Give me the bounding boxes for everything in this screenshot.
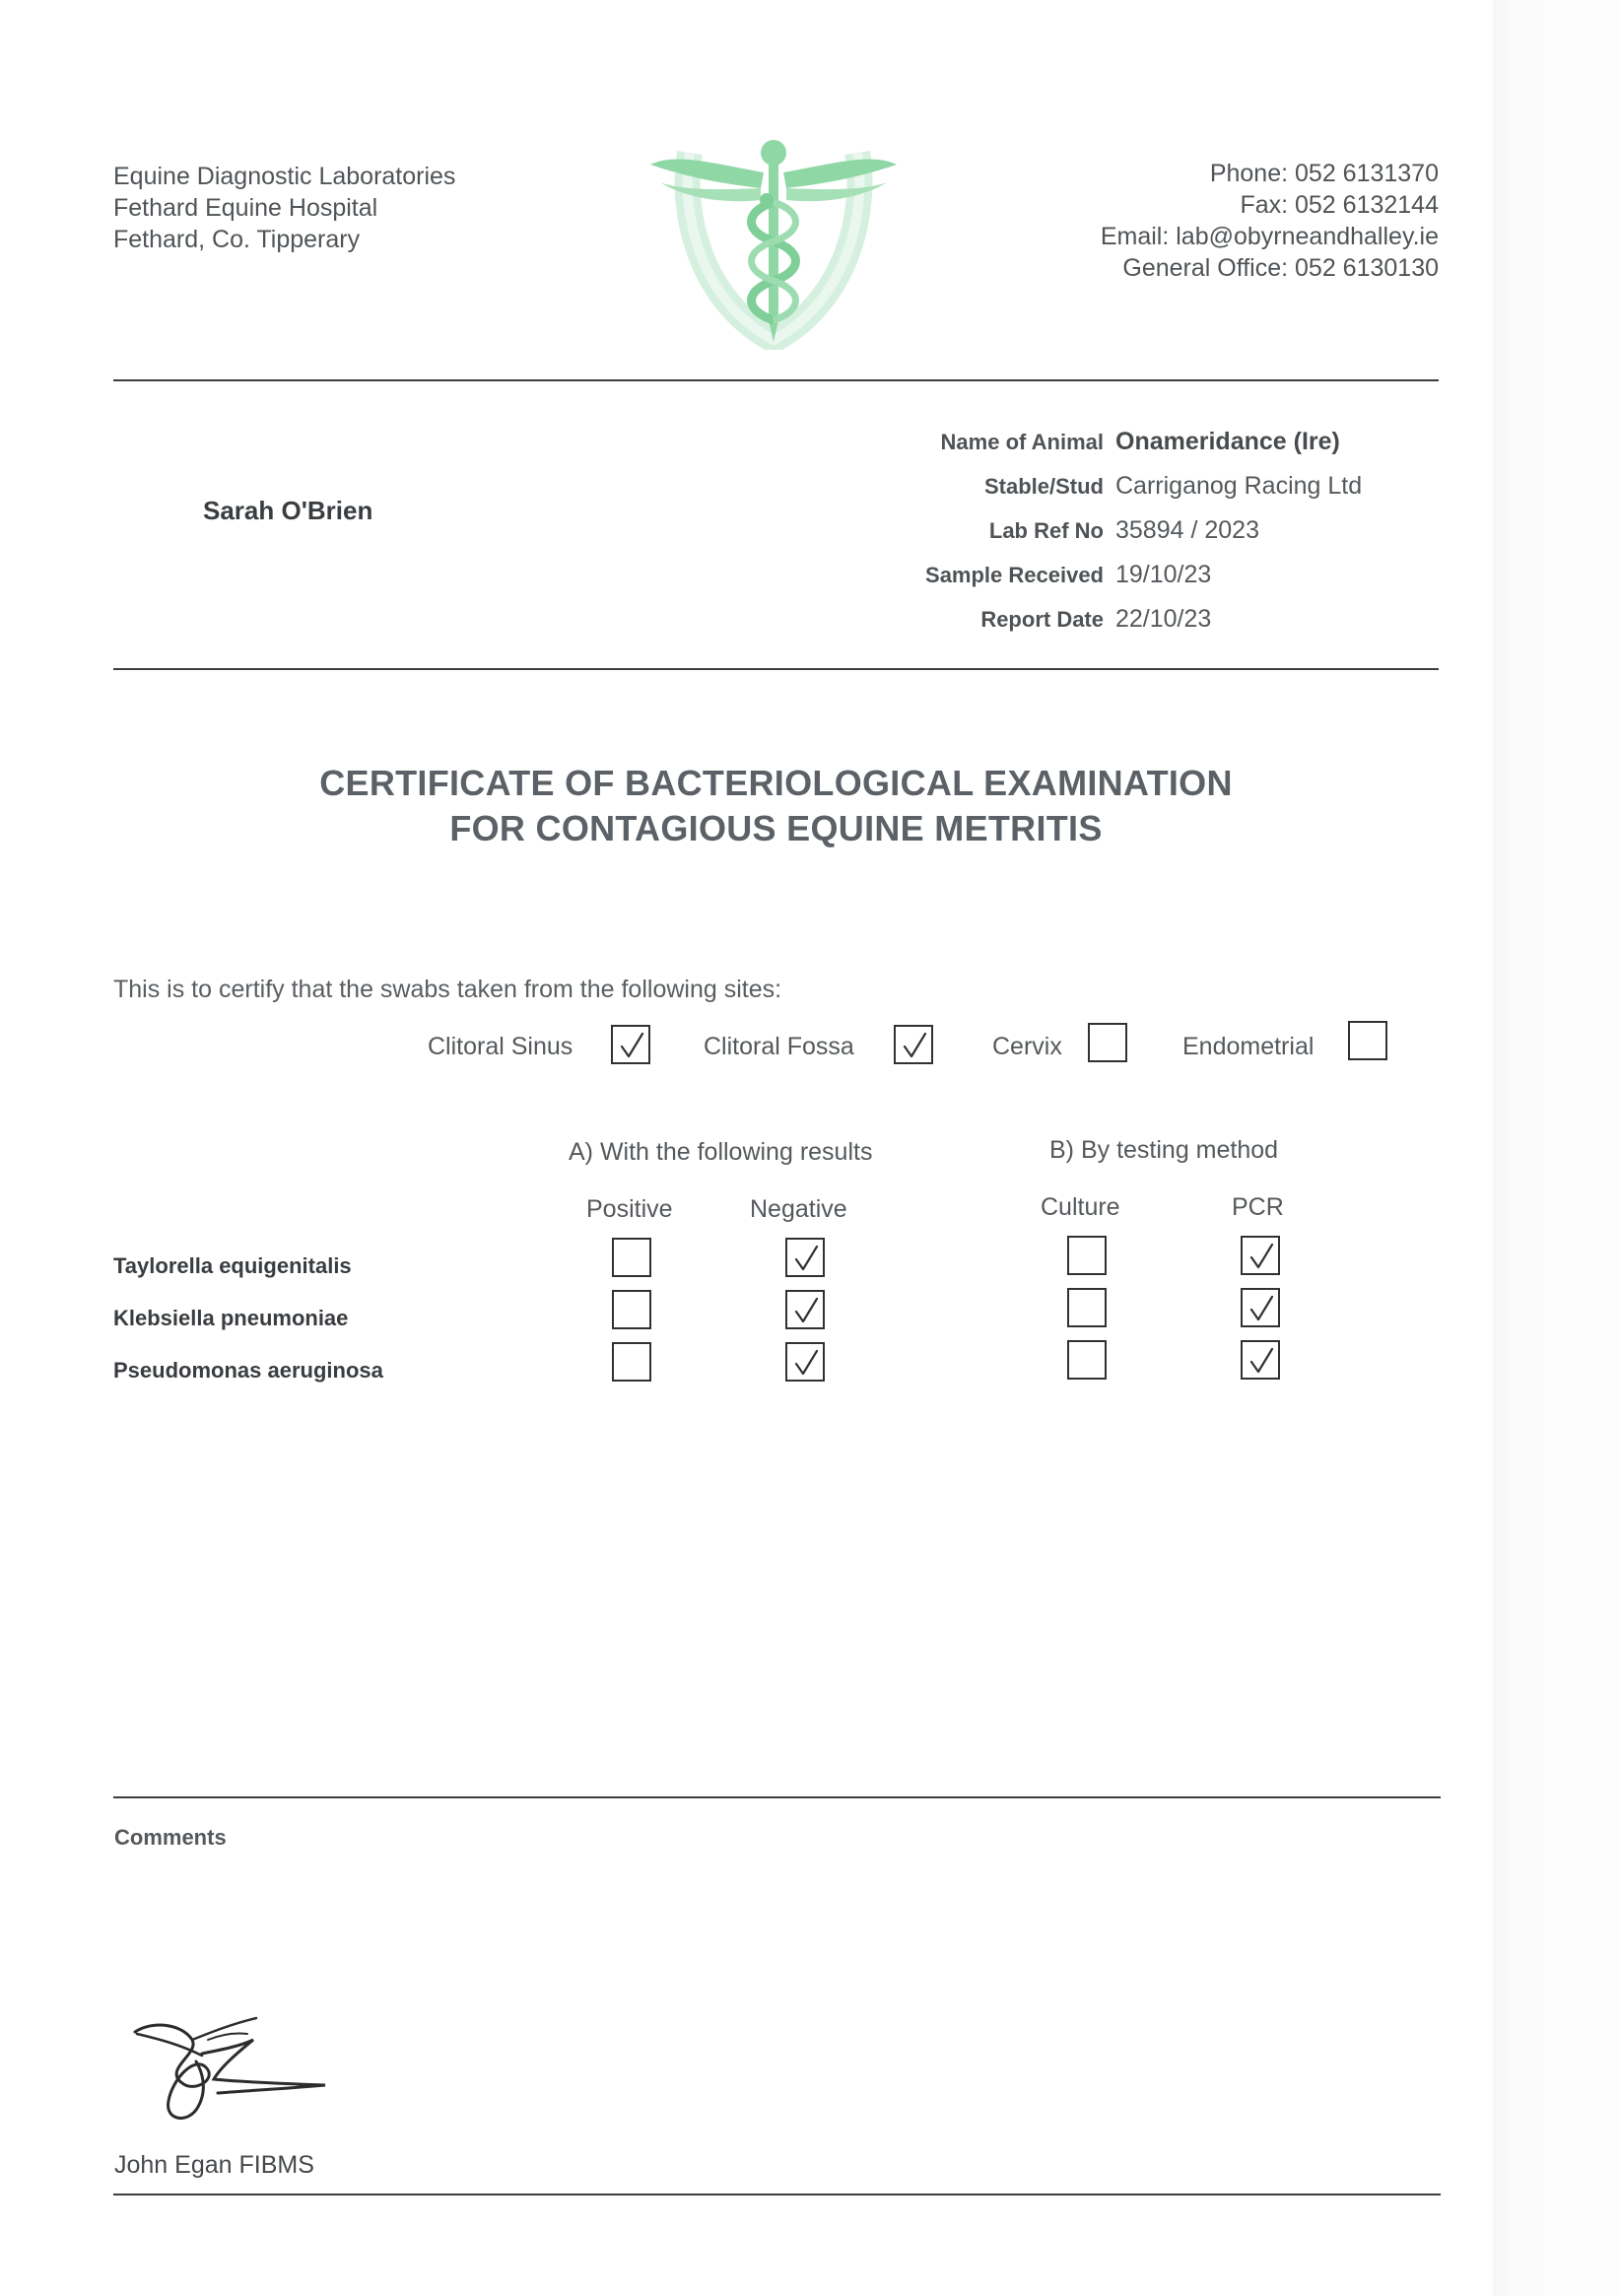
result-checkbox-negative[interactable] xyxy=(785,1290,825,1329)
site-label-endometrial: Endometrial xyxy=(1182,1033,1315,1060)
detail-value: 19/10/23 xyxy=(1115,561,1212,588)
detail-row-sample-received xyxy=(838,553,1362,597)
detail-row-stable xyxy=(838,464,1362,508)
result-checkbox-negative[interactable] xyxy=(785,1238,825,1277)
column-positive: Positive xyxy=(586,1195,673,1223)
email-line: Email: lab@obyrneandhalley.ie xyxy=(1100,223,1439,250)
method-checkbox-culture[interactable] xyxy=(1067,1288,1107,1327)
detail-value: 35894 / 2023 xyxy=(1115,516,1259,544)
organism-name: Klebsiella pneumoniae xyxy=(113,1306,349,1330)
method-checkbox-pcr[interactable] xyxy=(1241,1236,1280,1275)
general-office-line: General Office: 052 6130130 xyxy=(1122,254,1439,282)
signer-name: John Egan FIBMS xyxy=(114,2151,314,2179)
site-checkbox-clitoral-sinus[interactable] xyxy=(611,1025,650,1064)
site-label-cervix: Cervix xyxy=(992,1033,1062,1060)
method-checkbox-culture[interactable] xyxy=(1067,1340,1107,1380)
checkmark-icon xyxy=(790,1295,822,1326)
checkmark-icon xyxy=(1246,1293,1277,1324)
site-checkbox-endometrial[interactable] xyxy=(1348,1021,1387,1060)
lab-address-line: Fethard, Co. Tipperary xyxy=(113,226,361,253)
checkmark-icon xyxy=(790,1347,822,1379)
detail-label: Stable/Stud xyxy=(983,473,1104,499)
column-pcr: PCR xyxy=(1232,1193,1284,1221)
detail-label: Lab Ref No xyxy=(988,517,1104,543)
checkmark-icon xyxy=(1246,1345,1277,1377)
animal-details xyxy=(838,420,1362,642)
owner-name: Sarah O'Brien xyxy=(203,496,373,525)
site-checkbox-cervix[interactable] xyxy=(1088,1023,1127,1062)
lab-contact xyxy=(1101,158,1439,284)
fax-line: Fax: 052 6132144 xyxy=(1240,191,1439,219)
scan-edge-shadow xyxy=(1493,0,1618,2296)
method-checkbox-pcr[interactable] xyxy=(1241,1340,1280,1380)
lab-address xyxy=(113,161,455,255)
method-heading: B) By testing method xyxy=(1049,1136,1279,1164)
column-negative: Negative xyxy=(750,1195,847,1223)
result-checkbox-positive[interactable] xyxy=(612,1290,651,1329)
detail-row-animal-name xyxy=(838,420,1362,464)
method-checkbox-culture[interactable] xyxy=(1067,1236,1107,1275)
site-checkbox-clitoral-fossa[interactable] xyxy=(894,1025,933,1064)
result-checkbox-positive[interactable] xyxy=(612,1342,651,1382)
title-line: CERTIFICATE OF BACTERIOLOGICAL EXAMINATION xyxy=(319,763,1233,803)
method-checkbox-pcr[interactable] xyxy=(1241,1288,1280,1327)
lab-address-line: Fethard Equine Hospital xyxy=(113,194,378,222)
detail-label: Report Date xyxy=(980,606,1104,632)
phone-line: Phone: 052 6131370 xyxy=(1209,160,1439,187)
organism-name: Pseudomonas aeruginosa xyxy=(113,1358,383,1383)
title-line: FOR CONTAGIOUS EQUINE METRITIS xyxy=(449,808,1103,848)
footer-divider xyxy=(113,2194,1441,2195)
certify-statement: This is to certify that the swabs taken from the following sites: xyxy=(113,976,782,1003)
column-culture: Culture xyxy=(1041,1193,1120,1221)
detail-row-report-date xyxy=(838,597,1362,642)
signature xyxy=(123,2010,340,2128)
organism-name: Taylorella equigenitalis xyxy=(113,1253,352,1278)
details-divider xyxy=(113,668,1439,670)
detail-value: 22/10/23 xyxy=(1115,605,1212,633)
detail-label: Sample Received xyxy=(925,562,1104,587)
site-label-clitoral-fossa: Clitoral Fossa xyxy=(704,1033,854,1060)
checkmark-icon xyxy=(1246,1241,1277,1272)
certificate-title xyxy=(0,761,1552,851)
detail-value: Carriganog Racing Ltd xyxy=(1115,472,1363,500)
caduceus-logo-icon xyxy=(640,133,907,350)
result-checkbox-positive[interactable] xyxy=(612,1238,651,1277)
checkmark-icon xyxy=(616,1030,647,1061)
result-checkbox-negative[interactable] xyxy=(785,1342,825,1382)
detail-value: Onameridance (Ire) xyxy=(1115,428,1340,455)
comments-divider xyxy=(113,1796,1441,1798)
checkmark-icon xyxy=(790,1243,822,1274)
site-label-clitoral-sinus: Clitoral Sinus xyxy=(428,1033,573,1060)
detail-row-lab-ref xyxy=(838,508,1362,553)
comments-label: Comments xyxy=(114,1825,227,1850)
checkmark-icon xyxy=(899,1030,930,1061)
lab-address-line: Equine Diagnostic Laboratories xyxy=(113,163,456,190)
detail-label: Name of Animal xyxy=(940,429,1104,454)
header-divider xyxy=(113,379,1439,381)
results-heading: A) With the following results xyxy=(569,1138,873,1166)
